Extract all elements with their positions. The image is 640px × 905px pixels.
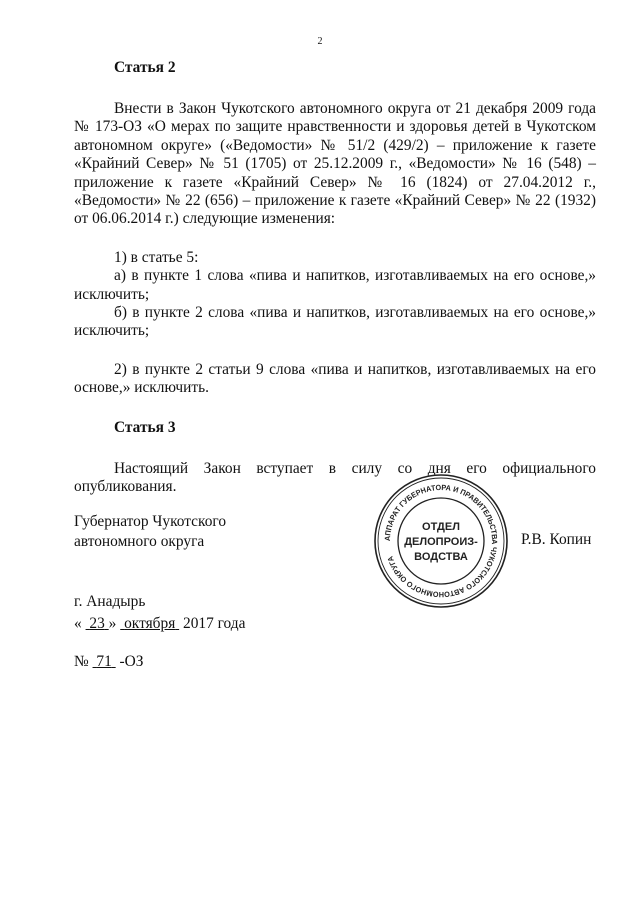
- signing-date: [74, 615, 245, 633]
- signatory-title-line-1: Губернатор Чукотского: [74, 513, 227, 530]
- page-number: 2: [317, 36, 323, 47]
- law-number-suffix: -ОЗ: [119, 653, 144, 670]
- article-3-heading: Статья 3: [114, 418, 176, 436]
- place-of-signing: г. Анадырь: [74, 593, 146, 610]
- article-2-heading: Статья 2: [114, 59, 176, 76]
- article-2-item-2: 2) в пункте 2 статьи 9 слова «пива и напитков, изготавливаемых на его основе,» исключить.: [74, 360, 596, 397]
- official-stamp: [372, 472, 510, 610]
- stamp-line-2: ДЕЛОПРОИЗ-: [404, 536, 478, 548]
- law-number-value: 71: [96, 653, 112, 670]
- article-2-item-1a: а) в пункте 1 слова «пива и напитков, изготавливаемых на его основе,» исключить;: [74, 267, 596, 303]
- law-number: [74, 653, 143, 671]
- signatory-name: Р.В. Копин: [521, 531, 592, 548]
- signatory-title: [74, 512, 226, 552]
- signatory-title-line-2: автономного округа: [74, 533, 205, 550]
- date-day: 23: [89, 615, 105, 632]
- article-2-item-1b: б) в пункте 2 слова «пива и напитков, изготавливаемых на его основе,» исключить;: [74, 304, 596, 340]
- date-month: октября: [124, 615, 176, 632]
- stamp-ring-text: АППАРАТ ГУБЕРНАТОРА И ПРАВИТЕЛЬСТВА ЧУКОТСКОГО АВТОНОМНОГО ОКРУГА: [382, 482, 500, 600]
- article-2-item-1: 1) в статье 5:: [114, 248, 199, 266]
- date-quote-close: »: [108, 615, 117, 632]
- date-quote-open: «: [74, 615, 82, 632]
- article-3-text: Настоящий Закон вступает в силу со дня его официального опубликования.: [74, 459, 596, 496]
- stamp-line-3: ВОДСТВА: [414, 551, 468, 563]
- date-year: 2017 года: [183, 615, 246, 632]
- stamp-line-1: ОТДЕЛ: [422, 521, 460, 533]
- document-body: [74, 58, 596, 497]
- law-number-prefix: №: [74, 653, 89, 670]
- article-2-intro: Внести в Закон Чукотского автономного округа от 21 декабря 2009 года № 173-ОЗ «О мерах по защите нравственности и здоровья детей в Чукотском автономном округе» («Ведомости» № 51/2 (429/2) – приложение к газете «Крайний Север» № 51 (1705) от 25.12.2009 г., «Ведомости» № 16 (548) – приложение к газете «Крайний Север» № 16 (1824) от 27.04.2012 г., «Ведомости» № 22 (656) – приложение к газете «Крайний Север» № 22 (1932) от 06.06.2014 г.) следующие изменения:: [74, 100, 596, 228]
